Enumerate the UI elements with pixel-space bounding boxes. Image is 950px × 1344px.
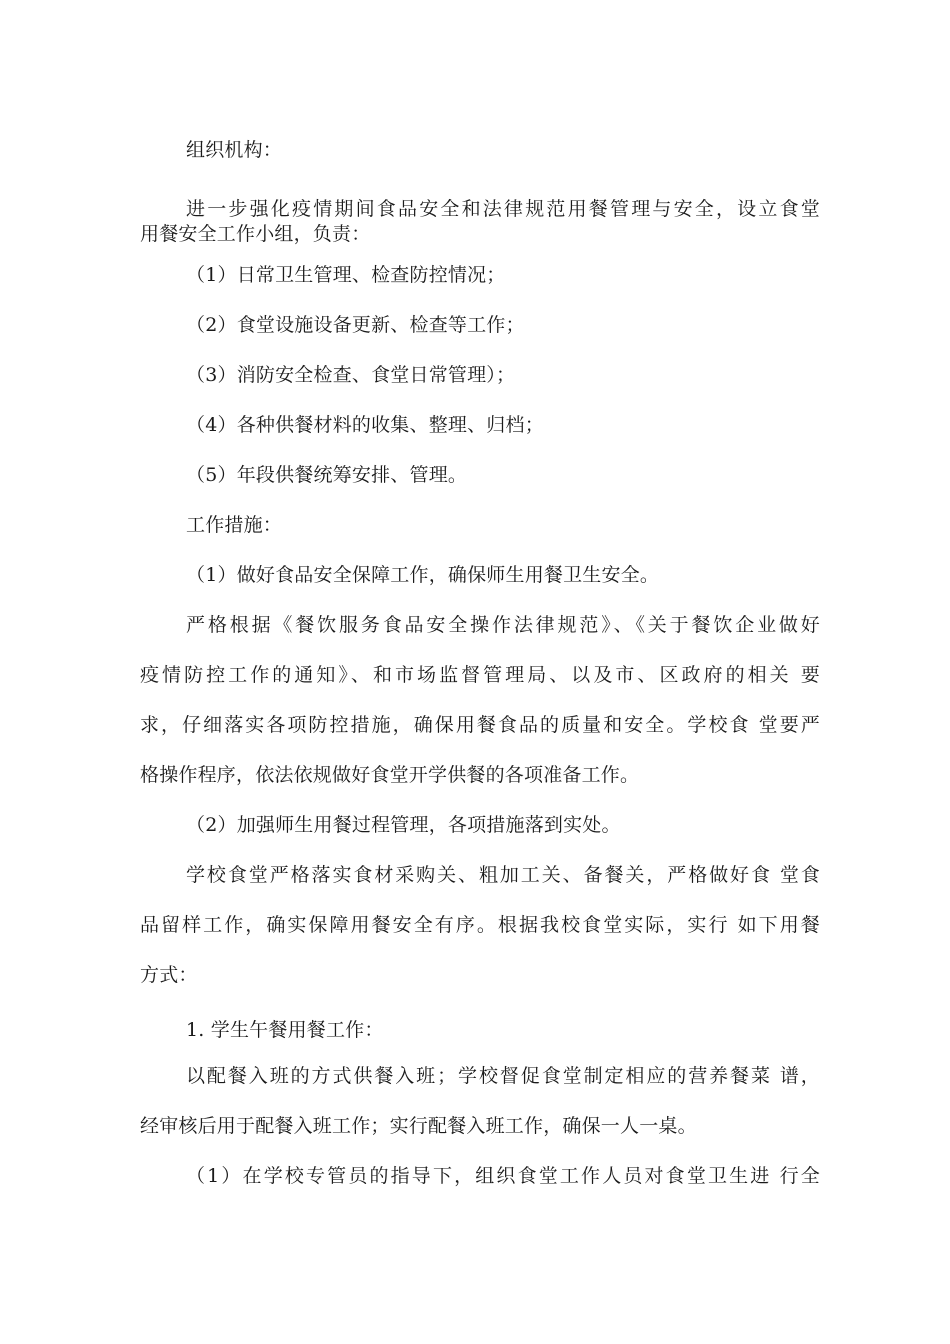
list-item: （2）食堂设施设备更新、检查等工作； [186,314,525,336]
paragraph-line: 用餐安全工作小组，负责： [140,223,371,245]
paragraph-line: 疫情防控工作的通知》、和市场监督管理局、以及市、区政府的相关 要 [140,664,820,686]
paragraph-line: 求，仔细落实各项防控措施，确保用餐食品的质量和安全。学校食 堂要严 [140,714,820,736]
list-item: （3）消防安全检查、食堂日常管理）； [186,364,516,386]
paragraph-line: 品留样工作，确实保障用餐安全有序。根据我校食堂实际，实行 如下用餐 [140,914,820,936]
list-item: （1）做好食品安全保障工作，确保师生用餐卫生安全。 [186,564,660,586]
paragraph-line: 学校食堂严格落实食材采购关、粗加工关、备餐关，严格做好食 堂食 [186,864,820,886]
list-item: （1）在学校专管员的指导下，组织食堂工作人员对食堂卫生进 行全 [186,1165,820,1187]
section-heading-organization: 组织机构： [186,139,283,161]
paragraph-line: 格操作程序，依法依规做好食堂开学供餐的各项准备工作。 [140,764,640,786]
numbered-item: 1. 学生午餐用餐工作： [186,1019,384,1041]
paragraph-line: 经审核后用于配餐入班工作；实行配餐入班工作，确保一人一桌。 [140,1115,697,1137]
list-item: （4）各种供餐材料的收集、整理、归档； [186,414,544,436]
paragraph-line: 以配餐入班的方式供餐入班；学校督促食堂制定相应的营养餐菜 谱， [186,1065,820,1087]
list-item: （5）年段供餐统筹安排、管理。 [186,464,468,486]
paragraph-line: 方式： [140,964,198,986]
list-item: （2）加强师生用餐过程管理，各项措施落到实处。 [186,814,621,836]
paragraph-line: 进一步强化疫情期间食品安全和法律规范用餐管理与安全，设立食堂 [186,198,820,220]
section-heading-measures: 工作措施： [186,514,283,536]
paragraph-line: 严格根据《餐饮服务食品安全操作法律规范》、《关于餐饮企业做好 [186,614,820,636]
list-item: （1）日常卫生管理、检查防控情况； [186,264,506,286]
